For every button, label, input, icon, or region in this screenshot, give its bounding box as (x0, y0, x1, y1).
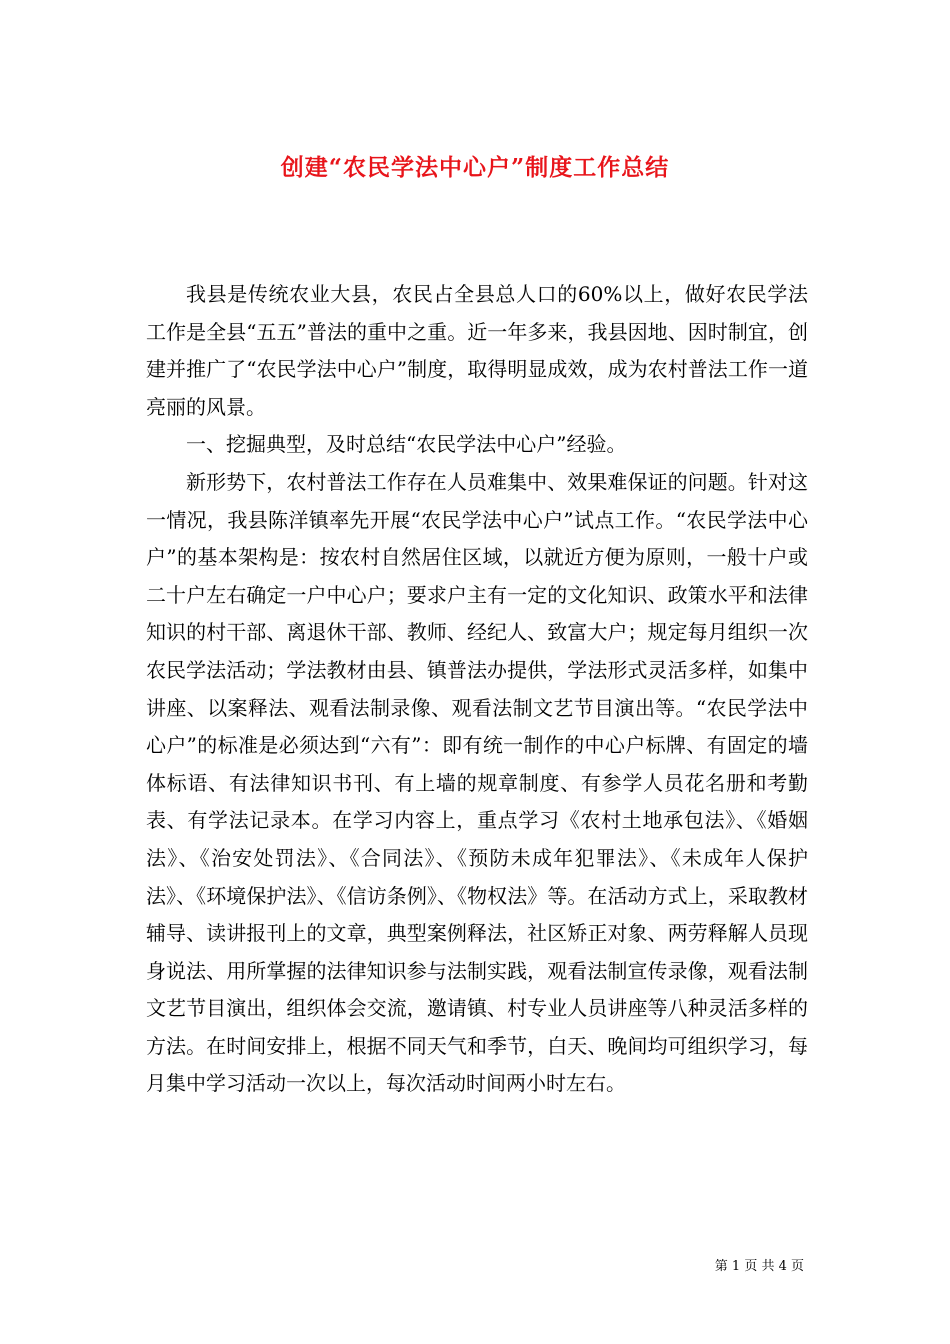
paragraph-section-heading: 一、挖掘典型，及时总结“农民学法中心户”经验。 (186, 432, 627, 457)
paragraph-details: 新形势下，农村普法工作存在人员难集中、效果难保证的问题。针对这一情况，我县陈洋镇率先开展“农民学法中心户”试点工作。“农民学法中心户”的基本架构是：按农村自然居住区域，以就近方便为原则，一般十户或二十户左右确定一户中心户；要求户主有一定的文化知识、政策水平和法律知识的村干部、离退休干部、教师、经纪人、致富大户；规定每月组织一次农民学法活动；学法教材由县、镇普法办提供，学法形式灵活多样，如集中讲座、以案释法、观看法制录像、观看法制文艺节目演出等。“农民学法中心户”的标准是必须达到“六有”：即有统一制作的中心户标牌、有固定的墙体标语、有法律知识书刊、有上墙的规章制度、有参学人员花名册和考勤表、有学法记录本。在学习内容上，重点学习《农村土地承包法》、《婚姻法》、《治安处罚法》、《合同法》、《预防未成年犯罪法》、《未成年人保护法》、《环境保护法》、《信访条例》、《物权法》等。在活动方式上，采取教材辅导、读讲报刊上的文章，典型案例释法，社区矫正对象、两劳释解人员现身说法、用所掌握的法律知识参与法制实践，观看法制宣传录像，观看法制文艺节目演出，组织体会交流，邀请镇、村专业人员讲座等八种灵活多样的方法。在时间安排上，根据不同天气和季节，白天、晚间均可组织学习，每月集中学习活动一次以上，每次活动时间两小时左右。 (146, 469, 808, 1096)
document-body (146, 276, 808, 1103)
document-title: 创建“农民学法中心户”制度工作总结 (280, 154, 670, 182)
paragraph-intro: 我县是传统农业大县，农民占全县总人口的60%以上，做好农民学法工作是全县“五五”普法的重中之重。近一年多来，我县因地、因时制宜，创建并推广了“农民学法中心户”制度，取得明显成效，成为农村普法工作一道亮丽的风景。 (146, 282, 808, 419)
page-number: 第 1 页 共 4 页 (714, 1259, 804, 1274)
